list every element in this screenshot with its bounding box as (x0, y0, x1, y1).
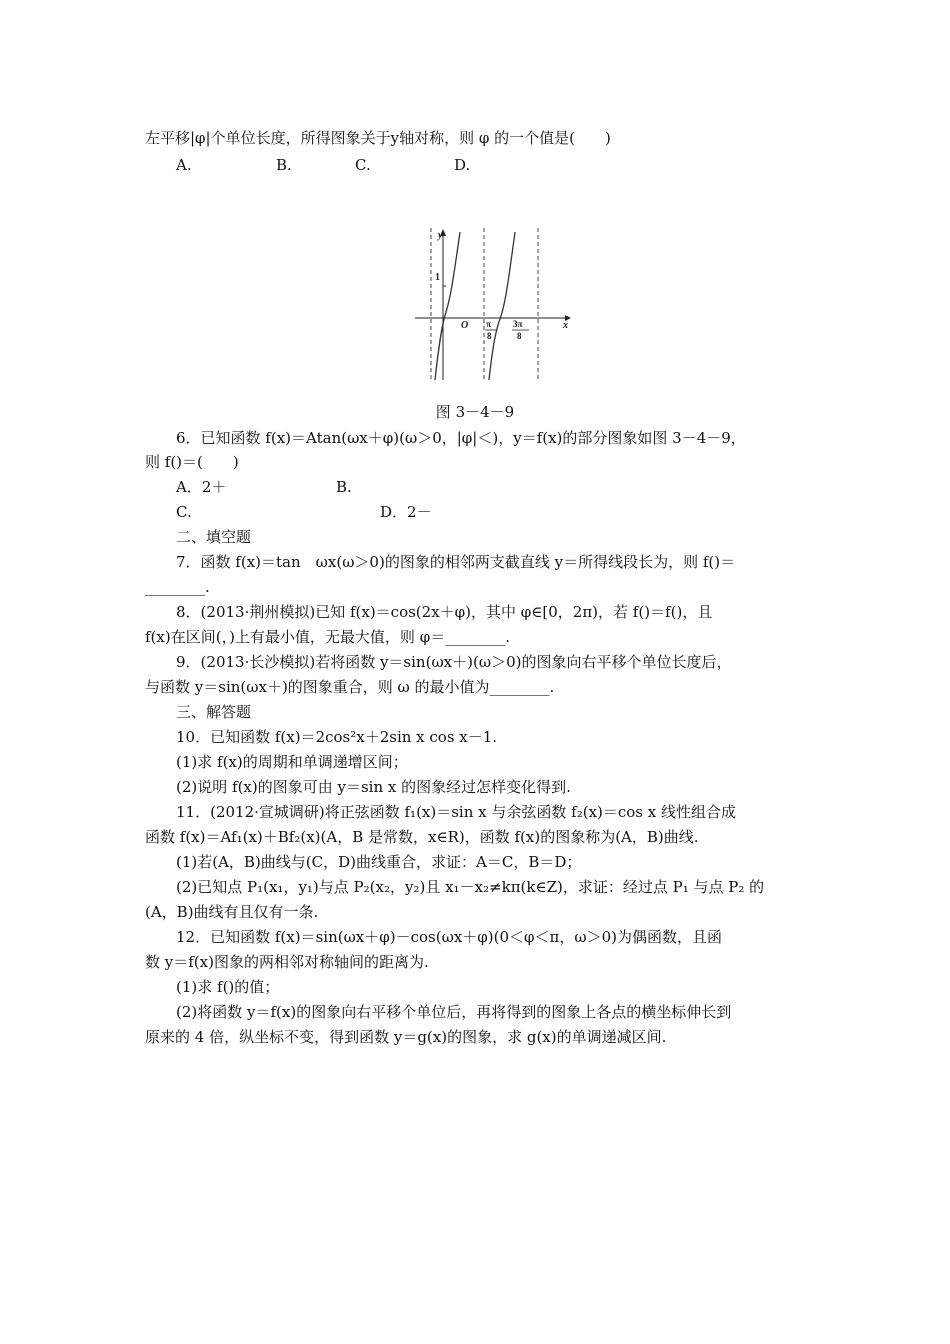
q12-sub-2-cont: 原来的 4 倍，纵坐标不变，得到函数 y＝g(x)的图象，求 g(x)的单调递减区间. (145, 1028, 667, 1046)
tick-3pi-over-8-num: 3π (513, 319, 523, 329)
q12-line-1: 12．已知函数 f(x)＝sin(ωx＋φ)－cos(ωx＋φ)(0＜φ＜π，ω＞0)为偶函数，且函 (176, 928, 723, 946)
tangent-graph-figure (405, 224, 575, 384)
q6-option-a: A．2＋ (176, 478, 227, 496)
q5-option-d: D. (454, 156, 471, 174)
figure-caption: 图 3－4－9 (435, 403, 515, 421)
q6-option-b: B. (336, 478, 352, 496)
curve-branch-2 (489, 232, 515, 380)
q12-sub-1: (1)求 f()的值； (176, 978, 280, 996)
q7-line-1: 7．函数 f(x)＝tan ωx(ω＞0)的图象的相邻两支截直线 y＝所得线段长为，则 f()＝ (176, 553, 736, 571)
q11-line-1: 11．(2012·宣城调研)将正弦函数 f₁(x)＝sin x 与余弦函数 f₂(x)＝cos x 线性组合成 (176, 803, 737, 821)
q5-option-b: B. (276, 156, 292, 174)
q11-line-2: 函数 f(x)＝Af₁(x)＋Bf₂(x)(A，B 是常数，x∈R)，函数 f(x)的图象称为(A，B)曲线. (145, 828, 699, 846)
q6-line-2: 则 f()＝( ) (145, 453, 239, 471)
x-axis-label: x (563, 320, 568, 331)
q6-option-d: D．2－ (380, 503, 432, 521)
y-axis-label: y (438, 230, 443, 241)
y-tick-one-label: 1 (435, 272, 440, 283)
q9-line-2: 与函数 y＝sin(ωx＋)的图象重合，则 ω 的最小值为________. (145, 678, 555, 696)
q5-tail-text: 左平移|φ|个单位长度，所得图象关于y轴对称，则 φ 的一个值是( ) (145, 129, 611, 147)
curve-branch-1 (435, 232, 460, 380)
q10-sub-1: (1)求 f(x)的周期和单调递增区间； (176, 753, 408, 771)
tick-pi-over-8-num: π (486, 319, 491, 329)
q8-line-1: 8．(2013·荆州模拟)已知 f(x)＝cos(2x＋φ)，其中 φ∈[0，2π)，若 f()＝f()，且 (176, 603, 713, 621)
origin-label: O (461, 320, 469, 331)
q8-line-2: f(x)在区间(，)上有最小值，无最大值，则 φ＝________. (145, 628, 510, 646)
section-answer-heading: 三、解答题 (176, 703, 252, 721)
q10-line-1: 10．已知函数 f(x)＝2cos²x＋2sin x cos x－1. (176, 728, 498, 746)
section-fill-in-heading: 二、填空题 (176, 528, 252, 546)
q5-option-a: A. (176, 156, 192, 174)
q12-line-2: 数 y＝f(x)图象的两相邻对称轴间的距离为. (145, 953, 429, 971)
q6-line-1: 6．已知函数 f(x)＝Atan(ωx＋φ)(ω＞0，|φ|＜)，y＝f(x)的部分图象如图 3－4－9， (176, 429, 746, 447)
q11-sub-2: (2)已知点 P₁(x₁，y₁)与点 P₂(x₂，y₂)且 x₁－x₂≠kπ(k∈Z)，求证：经过点 P₁ 与点 P₂ 的 (176, 878, 765, 896)
q11-sub-2-cont: (A，B)曲线有且仅有一条. (145, 903, 319, 921)
q11-sub-1: (1)若(A，B)曲线与(C，D)曲线重合，求证：A＝C，B＝D； (176, 853, 582, 871)
q6-option-c: C. (176, 503, 192, 521)
q5-option-c: C. (355, 156, 371, 174)
tick-3pi-over-8-den: 8 (517, 331, 522, 341)
q12-sub-2: (2)将函数 y＝f(x)的图象向右平移个单位后，再将得到的图象上各点的横坐标伸长到 (176, 1003, 732, 1021)
q7-line-2: ________. (145, 578, 210, 596)
tick-pi-over-8-den: 8 (487, 331, 492, 341)
q9-line-1: 9．(2013·长沙模拟)若将函数 y＝sin(ωx＋)(ω＞0)的图象向右平移个单位长度后， (176, 653, 732, 671)
q10-sub-2: (2)说明 f(x)的图象可由 y＝sin x 的图象经过怎样变化得到. (176, 778, 571, 796)
